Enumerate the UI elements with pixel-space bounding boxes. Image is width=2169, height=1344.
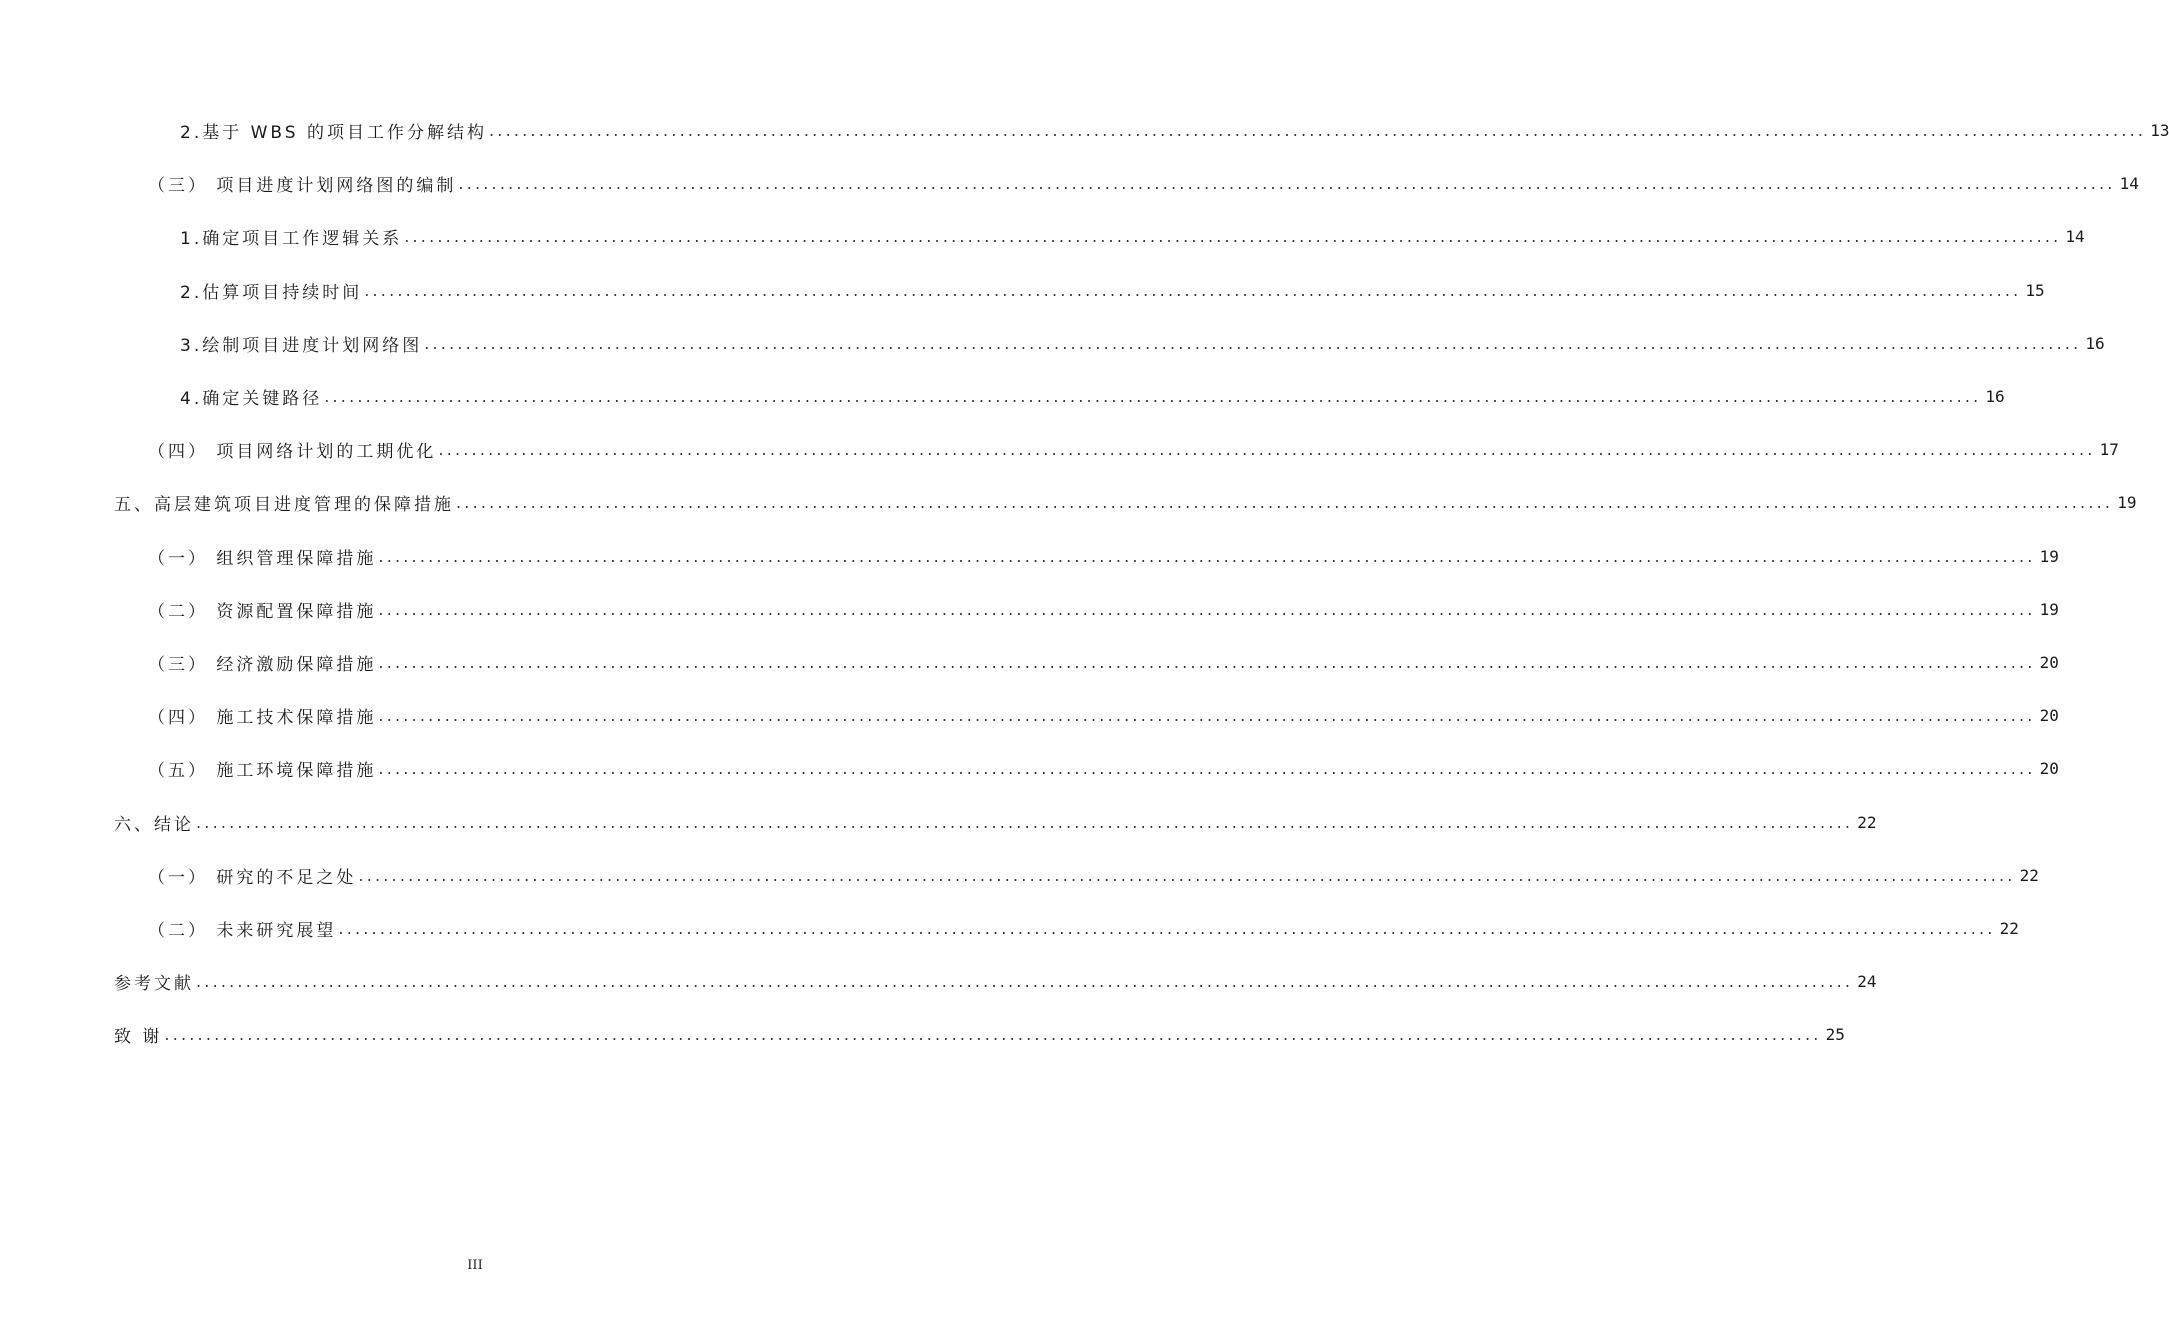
toc-entry-title: （一） 组织管理保障措施 xyxy=(148,548,377,569)
toc-entry-page-number: 20 xyxy=(2039,652,2059,672)
toc-dot-leader: ........................................................................................................................................................................................................ xyxy=(424,333,2082,353)
toc-dot-leader: ........................................................................................................................................................................................................ xyxy=(364,280,2022,300)
toc-entry-title: 1.确定项目工作逻辑关系 xyxy=(180,229,403,250)
toc-entry[interactable] xyxy=(0,902,2019,955)
toc-entry-title: （三） 项目进度计划网络图的编制 xyxy=(148,176,457,197)
toc-entry-title: （四） 项目网络计划的工期优化 xyxy=(148,442,437,463)
toc-dot-leader: ........................................................................................................................................................................................................ xyxy=(358,865,2016,885)
toc-entry[interactable] xyxy=(0,317,2105,370)
toc-entry[interactable] xyxy=(0,264,2045,317)
toc-entry-page-number: 19 xyxy=(2039,546,2059,566)
toc-entry-title: 4.确定关键路径 xyxy=(180,389,323,410)
toc-dot-leader: ........................................................................................................................................................................................................ xyxy=(378,706,2036,726)
toc-entry[interactable] xyxy=(0,955,1877,1008)
toc-dot-leader: ........................................................................................................................................................................................................ xyxy=(164,1025,1822,1045)
toc-dot-leader: ........................................................................................................................................................................................................ xyxy=(489,121,2147,141)
toc-dot-leader: ........................................................................................................................................................................................................ xyxy=(456,493,2114,513)
toc-dot-leader: ........................................................................................................................................................................................................ xyxy=(378,546,2036,566)
toc-entry[interactable] xyxy=(0,636,2059,689)
toc-entry[interactable] xyxy=(0,849,2039,902)
toc-entry[interactable] xyxy=(0,1008,1845,1061)
toc-entry[interactable] xyxy=(0,157,2139,210)
toc-entry[interactable] xyxy=(0,370,2005,423)
toc-dot-leader: ........................................................................................................................................................................................................ xyxy=(438,440,2096,460)
toc-dot-leader: ........................................................................................................................................................................................................ xyxy=(378,599,2036,619)
toc-entry-page-number: 20 xyxy=(2039,706,2059,726)
toc-entry-title: （五） 施工环境保障措施 xyxy=(148,761,377,782)
toc-entry-title: 五、高层建筑项目进度管理的保障措施 xyxy=(114,495,454,516)
page-number: III xyxy=(467,1258,483,1273)
toc-entry[interactable] xyxy=(0,476,2137,529)
toc-entry[interactable] xyxy=(0,583,2059,636)
toc-dot-leader: ........................................................................................................................................................................................................ xyxy=(458,174,2116,194)
toc-entry-title: 致 谢 xyxy=(114,1027,163,1048)
toc-entry-page-number: 16 xyxy=(1985,387,2005,407)
toc-entry-title: 参考文献 xyxy=(114,974,194,995)
toc-dot-leader: ........................................................................................................................................................................................................ xyxy=(378,759,2036,779)
toc-entry-page-number: 14 xyxy=(2065,227,2085,247)
toc-entry[interactable] xyxy=(0,530,2059,583)
toc-entry-title: 2.估算项目持续时间 xyxy=(180,282,363,303)
toc-entry-title: 六、结论 xyxy=(114,814,194,835)
toc-entry-page-number: 17 xyxy=(2099,440,2119,460)
toc-entry-title: （二） 未来研究展望 xyxy=(148,920,337,941)
toc-entry-title: （四） 施工技术保障措施 xyxy=(148,708,377,729)
toc-entry[interactable] xyxy=(0,742,2059,795)
toc-entry-title: 2.基于 WBS 的项目工作分解结构 xyxy=(180,123,487,144)
toc-entry[interactable] xyxy=(0,423,2119,476)
toc-entry-page-number: 22 xyxy=(2019,865,2039,885)
toc-entry[interactable] xyxy=(0,689,2059,742)
toc-entry-page-number: 14 xyxy=(2119,174,2139,194)
toc-entry[interactable] xyxy=(0,104,2169,157)
toc-entry-page-number: 20 xyxy=(2039,759,2059,779)
table-of-contents xyxy=(0,104,2169,1061)
toc-entry-title: 3.绘制项目进度计划网络图 xyxy=(180,335,423,356)
toc-entry[interactable] xyxy=(0,795,1877,848)
toc-entry-page-number: 19 xyxy=(2117,493,2137,513)
toc-entry-page-number: 19 xyxy=(2039,599,2059,619)
toc-dot-leader: ........................................................................................................................................................................................................ xyxy=(404,227,2062,247)
toc-dot-leader: ........................................................................................................................................................................................................ xyxy=(196,972,1854,992)
toc-entry[interactable] xyxy=(0,210,2085,263)
toc-dot-leader: ........................................................................................................................................................................................................ xyxy=(378,652,2036,672)
toc-entry-title: （二） 资源配置保障措施 xyxy=(148,601,377,622)
toc-entry-page-number: 16 xyxy=(2085,333,2105,353)
toc-dot-leader: ........................................................................................................................................................................................................ xyxy=(338,918,1996,938)
toc-dot-leader: ........................................................................................................................................................................................................ xyxy=(324,387,1982,407)
toc-entry-page-number: 13 xyxy=(2150,121,2169,141)
toc-entry-page-number: 15 xyxy=(2025,280,2045,300)
toc-entry-page-number: 22 xyxy=(1999,918,2019,938)
toc-entry-page-number: 24 xyxy=(1857,972,1877,992)
toc-entry-title: （三） 经济激励保障措施 xyxy=(148,654,377,675)
toc-entry-page-number: 25 xyxy=(1825,1025,1845,1045)
toc-entry-page-number: 22 xyxy=(1857,812,1877,832)
toc-entry-title: （一） 研究的不足之处 xyxy=(148,867,357,888)
toc-dot-leader: ........................................................................................................................................................................................................ xyxy=(196,812,1854,832)
